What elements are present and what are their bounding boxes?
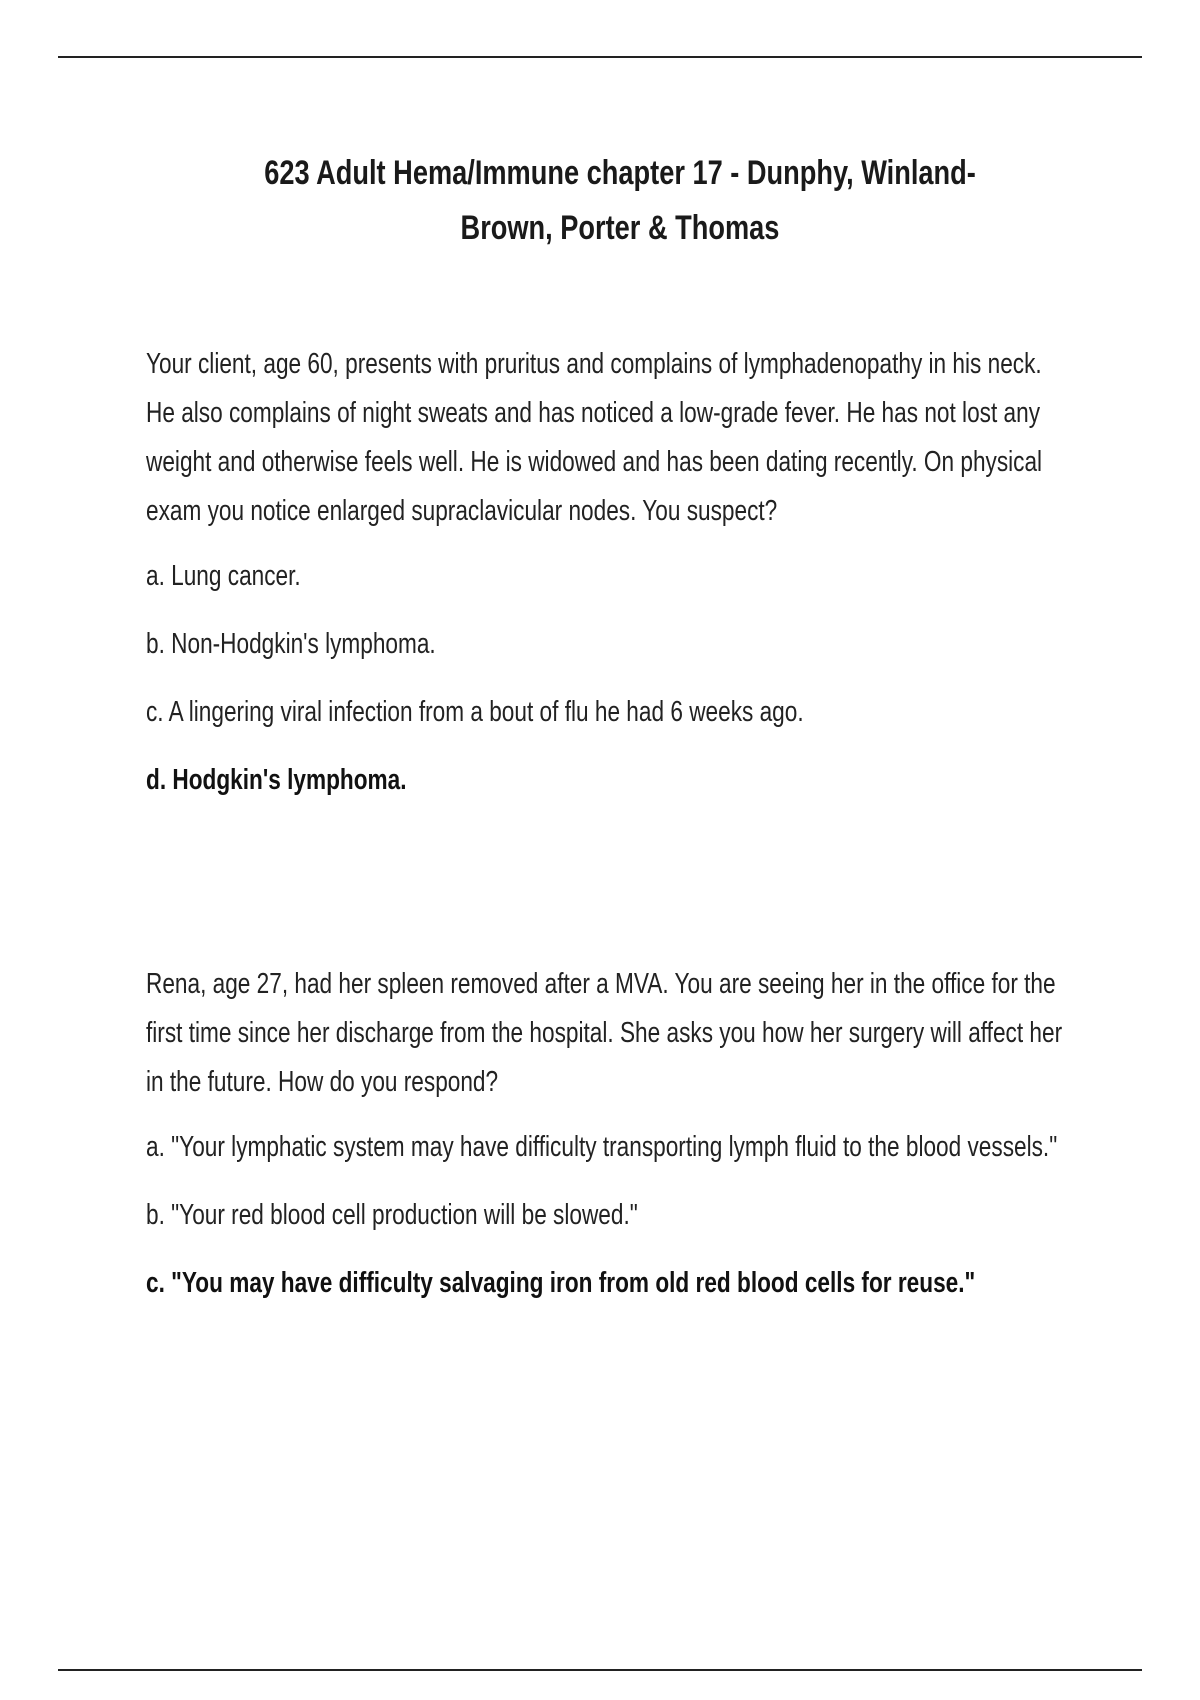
question-2-option-a: a. "Your lymphatic system may have difficulty transporting lymph fluid to the blood vessels." xyxy=(146,1131,1058,1163)
question-1-text: Your client, age 60, presents with pruritus and complains of lymphadenopathy in his neck. He also complains of night sweats and has noticed a low-grade fever. He has not lost any weight and otherwise feels well. He is widowed and has been dating recently. On physical exam you notice enlarged supraclavicular nodes. You suspect? xyxy=(146,348,1043,527)
header-rule xyxy=(58,56,1142,58)
question-1-option-a: a. Lung cancer. xyxy=(146,560,301,592)
question-1-option-c: c. A lingering viral infection from a bout of flu he had 6 weeks ago. xyxy=(146,696,804,728)
question-block-1 xyxy=(146,340,1066,824)
question-2-text: Rena, age 27, had her spleen removed after a MVA. You are seeing her in the office for the first time since her discharge from the hospital. She asks you how her surgery will affect her in the future. How do you respond? xyxy=(146,968,1063,1098)
footer-rule xyxy=(58,1669,1142,1671)
question-2-option-c-answer: c. "You may have difficulty salvaging iron from old red blood cells for reuse." xyxy=(146,1267,976,1299)
question-block-2 xyxy=(146,960,1066,1327)
document-title: 623 Adult Hema/Immune chapter 17 - Dunphy, Winland-Brown, Porter & Thomas xyxy=(264,154,976,247)
question-1-option-d-answer: d. Hodgkin's lymphoma. xyxy=(146,764,407,796)
question-2-option-b: b. "Your red blood cell production will be slowed." xyxy=(146,1199,638,1231)
question-1-option-b: b. Non-Hodgkin's lymphoma. xyxy=(146,628,436,660)
